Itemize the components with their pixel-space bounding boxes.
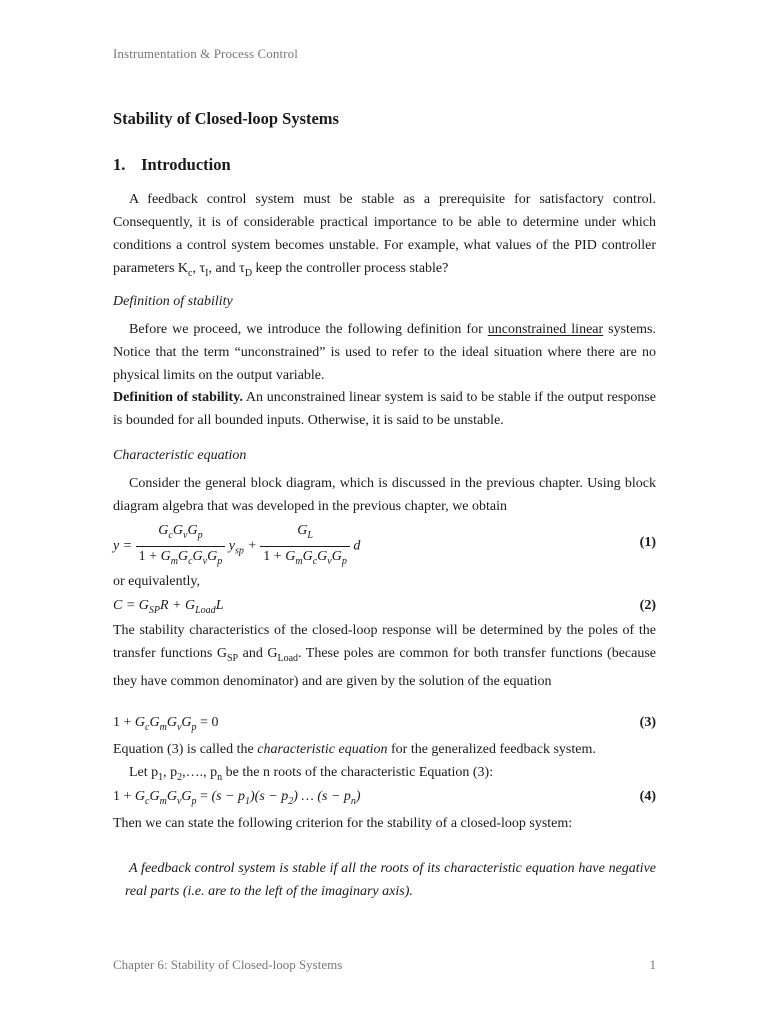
footer-chapter: Chapter 6: Stability of Closed-loop Systems [113, 957, 343, 972]
poles-paragraph: The stability characteristics of the closed-loop response will be determined by the poles of the transfer functions $G_{SP}$ and $G_{Load}$. These poles are common for both transfer functions (because they have common denominator) and are given by the solution of the equation [113, 623, 656, 689]
document-page [113, 0, 656, 1024]
section-heading [113, 155, 231, 175]
or-equivalently: or equivalently, [113, 574, 200, 589]
definition-intro-paragraph: Before we proceed, we introduce the following definition for unconstrained linear systems. Notice that the term “unconstrained” is used to refer to the ideal situation where there are no physical limits on the output variable. [113, 322, 656, 383]
definition-paragraph: Definition of stability. An unconstrained linear system is said to be stable if the output response is bounded for all bounded inputs. Otherwise, it is said to be unstable. [113, 390, 656, 428]
equation-2: $C = G_{SP}R + G_{Load}L$ (2) [113, 594, 656, 622]
characteristic-definition: Equation (3) is called the characteristic equation for the generalized feedback system. [113, 742, 596, 757]
intro-paragraph: A feedback control system must be stable as a prerequisite for satisfactory control. Consequently, it is of considerable practical importance to be able to determine under which conditions a control system becomes unstable. For example, what values of the PID controller parameters $K_c$, $\tau_I$, and $\tau_D$ keep the controller process stable? [113, 192, 656, 279]
page-footer [113, 957, 656, 973]
underlined-term: unconstrained linear [487, 322, 604, 337]
equation-1-number: (1) [639, 535, 656, 550]
equation-4: $1 + G_cG_mG_vG_p = (s - p_1)(s - p_2)$ … $(s - p_n)$ (4) [113, 785, 656, 813]
running-header: Instrumentation & Process Control [113, 46, 298, 61]
section-number: 1. [113, 155, 126, 174]
equation-4-number: (4) [639, 789, 656, 804]
equation-2-number: (2) [639, 598, 656, 613]
page-number: 1 [649, 957, 656, 972]
characteristic-paragraph: Consider the general block diagram, which is discussed in the previous chapter. Using block diagram algebra that was developed in the previous chapter, we obtain [113, 476, 656, 514]
stability-criterion: A feedback control system is stable if all the roots of its characteristic equation have negative real parts (i.e. are to the left of the imaginary axis). [125, 861, 656, 899]
subheading-definition: Definition of stability [113, 294, 233, 309]
document-title: Stability of Closed-loop Systems [113, 109, 339, 128]
section-title: Introduction [141, 155, 231, 174]
equation-3-number: (3) [639, 715, 656, 730]
equation-3: $1 + G_cG_mG_vG_p = 0$ (3) [113, 711, 656, 739]
roots-sentence: Let $p_1$, $p_2,\dots$., $p_n$ be the n roots of the characteristic Equation (3): [129, 765, 494, 783]
criterion-intro: Then we can state the following criterion for the stability of a closed-loop system: [113, 816, 573, 831]
definition-label: Definition of stability. [113, 390, 243, 405]
subheading-characteristic: Characteristic equation [113, 448, 247, 463]
equation-1: y = $\frac{G_cG_vG_p}{1 + G_mG_cG_vG_p}$ $y_{sp}$ + $\frac{G_L}{1 + G_mG_cG_vG_p}$ d (1) [113, 523, 656, 567]
